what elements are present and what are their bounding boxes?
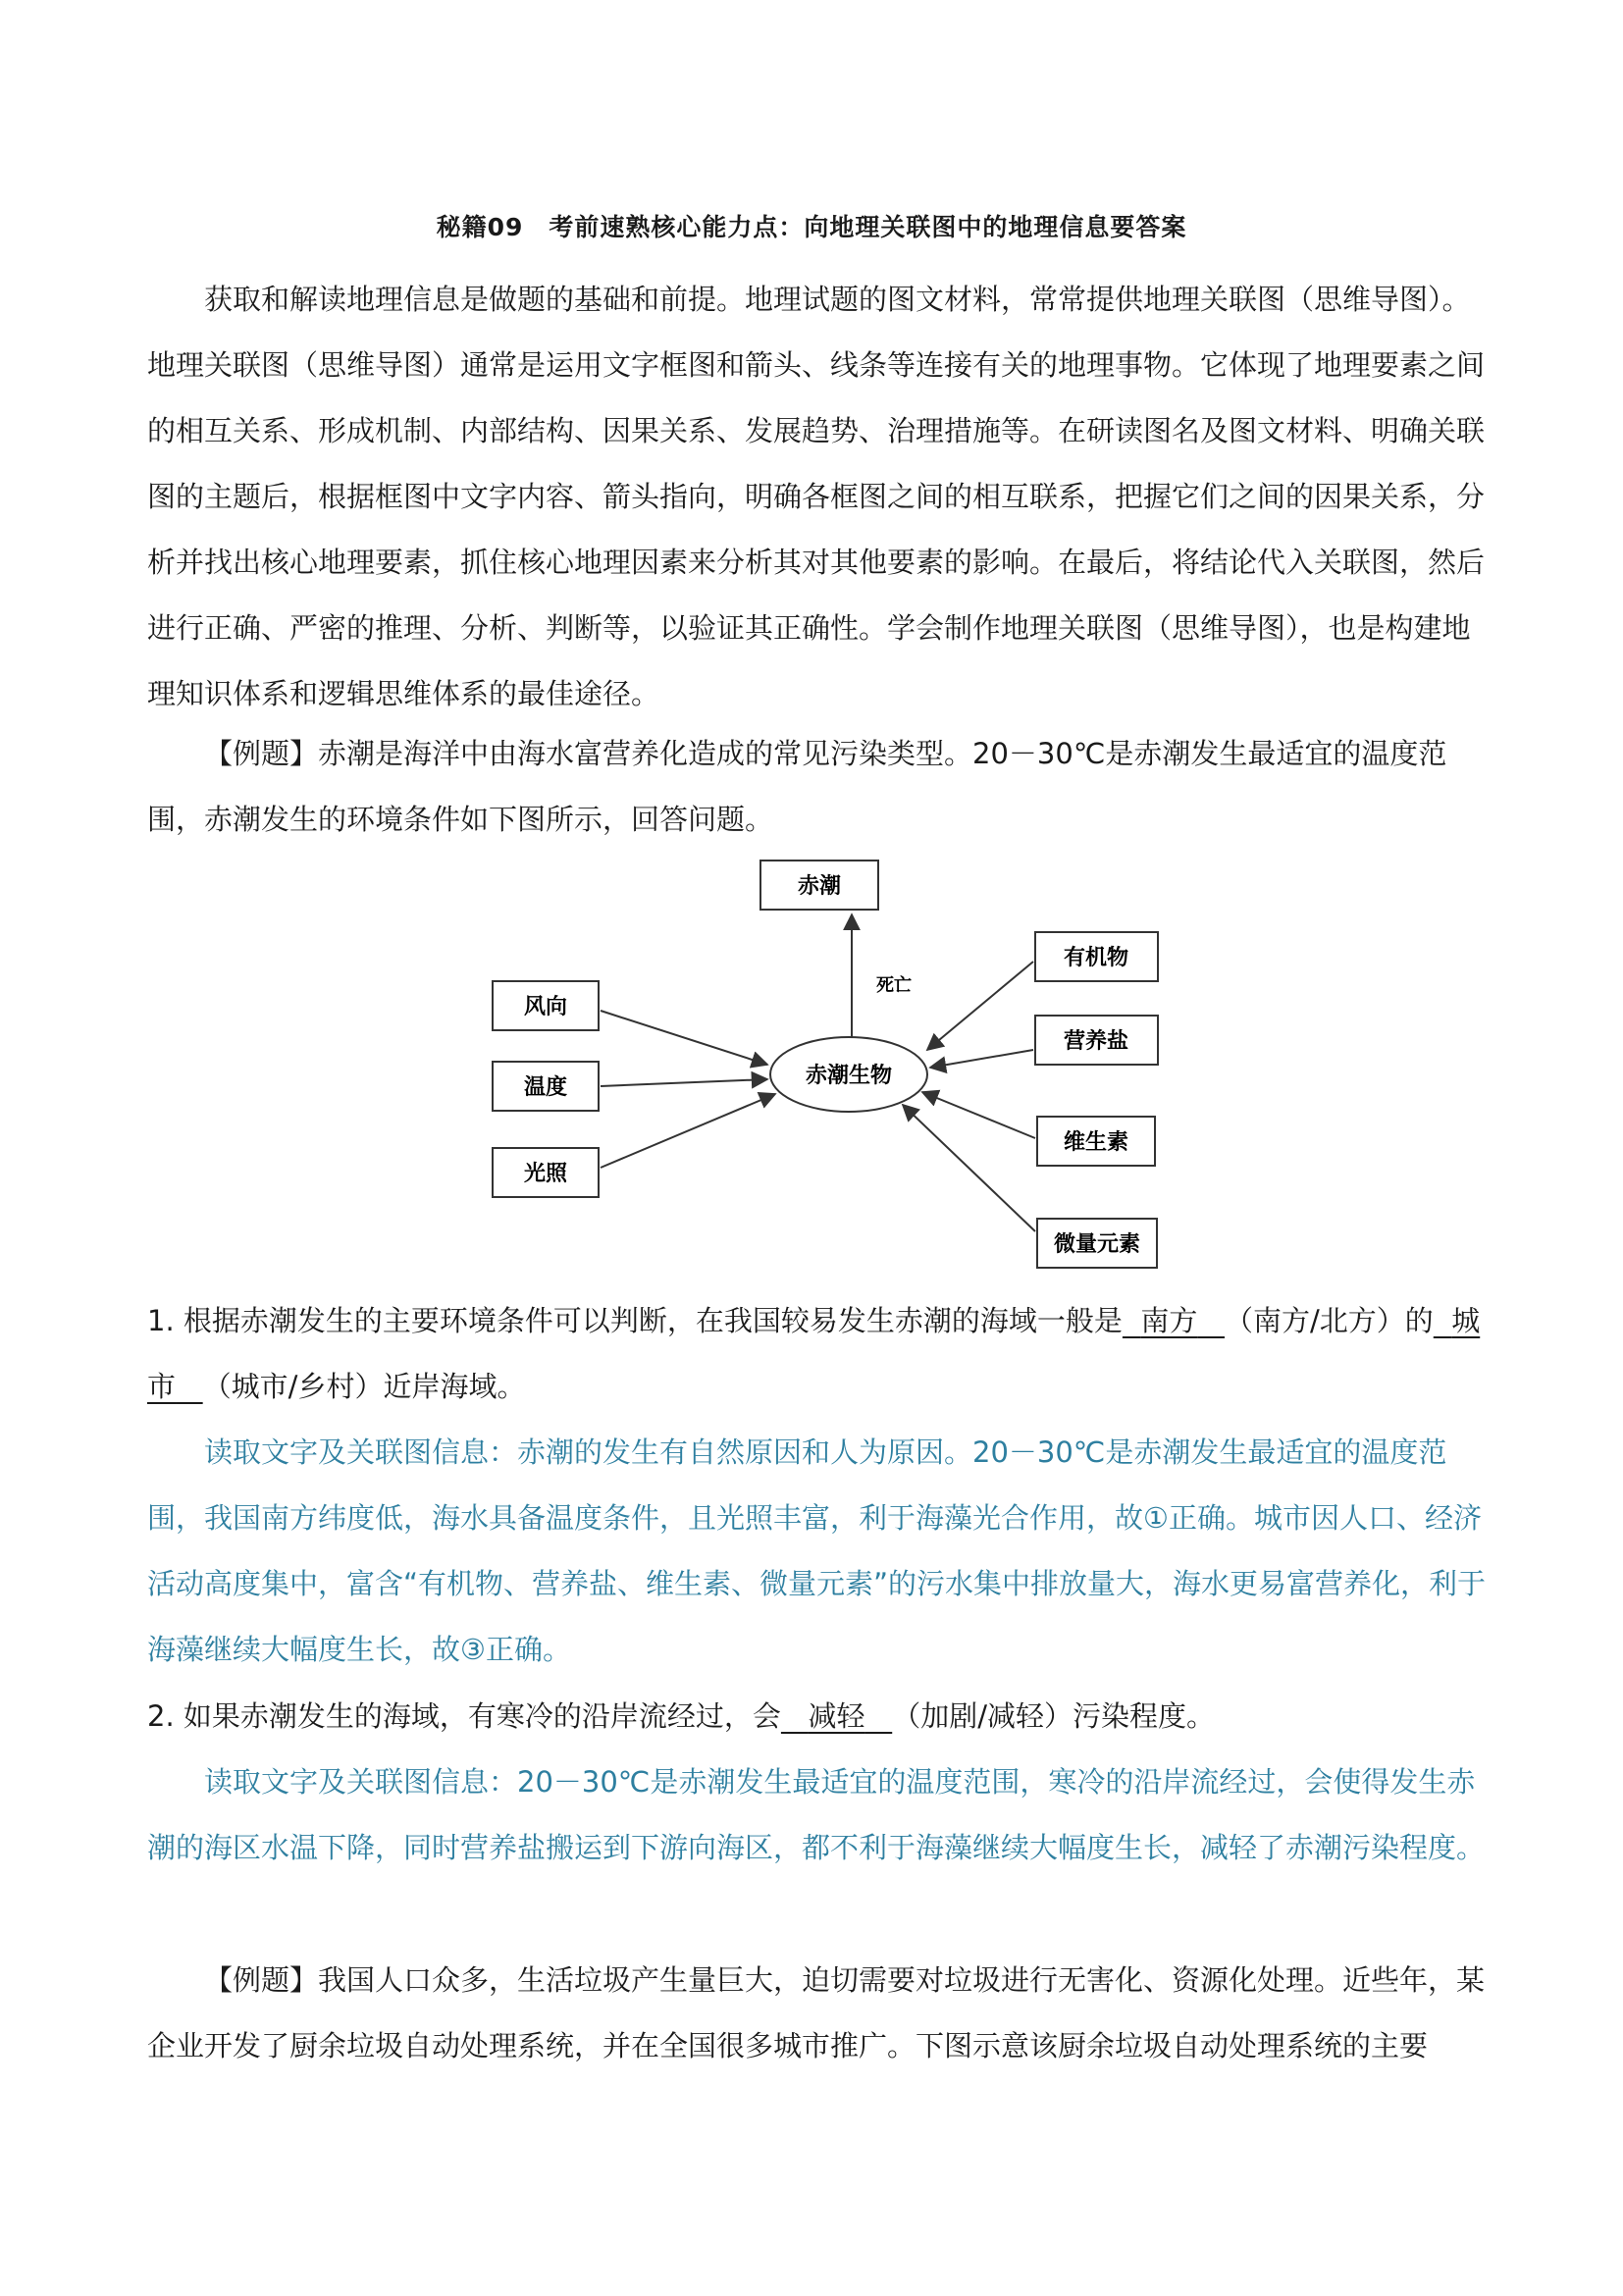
example-tag: 【例题】 xyxy=(204,737,319,770)
label-organic: 有机物 xyxy=(1063,945,1129,970)
label-center: 赤潮生物 xyxy=(805,1063,893,1088)
example-1-text: 赤潮是海洋中由海水富营养化造成的常见污染类型。20－30℃是赤潮发生最适宜的温度范围，赤潮发生的环境条件如下图所示，回答问题。 xyxy=(147,737,1447,836)
question-1 xyxy=(147,1288,1492,1420)
label-temperature: 温度 xyxy=(523,1074,568,1100)
arrow-wind xyxy=(601,1011,767,1065)
label-red-tide: 赤潮 xyxy=(797,873,842,899)
example-1-paragraph xyxy=(147,721,1492,853)
label-light: 光照 xyxy=(523,1161,568,1186)
q1-text-b: （南方/北方）的 xyxy=(1225,1304,1434,1337)
red-tide-diagram xyxy=(481,854,1217,1285)
label-death: 死亡 xyxy=(876,975,912,996)
arrow-trace-elements xyxy=(903,1105,1035,1231)
arrow-nutrient xyxy=(930,1050,1033,1068)
q1-explanation: 读取文字及关联图信息：赤潮的发生有自然原因和人为原因。20－30℃是赤潮发生最适宜的温度范围，我国南方纬度低，海水具备温度条件，且光照丰富，利于海藻光合作用，故①正确。城市因人口、经济活动高度集中，富含“有机物、营养盐、维生素、微量元素”的污水集中排放量大，海水更易富营养化，利于海藻继续大幅度生长，故③正确。 xyxy=(147,1435,1487,1666)
label-trace-elements: 微量元素 xyxy=(1053,1231,1141,1257)
q1-answer-blank-1: 南方 xyxy=(1140,1304,1198,1337)
q1-answer-blank-2: 城市 xyxy=(147,1304,1481,1403)
q2-answer-blank-1: 减轻 xyxy=(808,1699,865,1733)
example-2-text: 我国人口众多，生活垃圾产生量巨大，迫切需要对垃圾进行无害化、资源化处理。近些年，某企业开发了厨余垃圾自动处理系统，并在全国很多城市推广。下图示意该厨余垃圾自动处理系统的主要 xyxy=(147,1963,1486,2062)
question-2 xyxy=(147,1684,1492,1749)
q2-text-a: 2. 如果赤潮发生的海域，有寒冷的沿岸流经过，会 xyxy=(147,1699,781,1733)
label-wind: 风向 xyxy=(523,994,568,1019)
example-2-tag: 【例题】 xyxy=(204,1963,319,1997)
intro-paragraph: 获取和解读地理信息是做题的基础和前提。地理试题的图文材料，常常提供地理关联图（思维导图）。地理关联图（思维导图）通常是运用文字框图和箭头、线条等连接有关的地理事物。它体现了地理要素之间的相互关系、形成机制、内部结构、因果关系、发展趋势、治理措施等。在研读图名及图文材料、明确关联图的主题后，根据框图中文字内容、箭头指向，明确各框图之间的相互联系，把握它们之间的因果关系，分析并找出核心地理要素，抓住核心地理因素来分析其对其他要素的影响。在最后，将结论代入关联图，然后进行正确、严密的推理、分析、判断等，以验证其正确性。学会制作地理关联图（思维导图），也是构建地理知识体系和逻辑思维体系的最佳途径。 xyxy=(147,283,1486,710)
q2-text-b: （加剧/减轻）污染程度。 xyxy=(892,1699,1215,1733)
q1-text-c: （城市/乡村）近岸海域。 xyxy=(202,1370,526,1403)
arrow-vitamin xyxy=(922,1092,1035,1138)
q2-explanation: 读取文字及关联图信息：20－30℃是赤潮发生最适宜的温度范围，寒冷的沿岸流经过，会使得发生赤潮的海区水温下降，同时营养盐搬运到下游向海区，都不利于海藻继续大幅度生长，减轻了赤潮污染程度。 xyxy=(147,1765,1486,1864)
label-vitamin: 维生素 xyxy=(1063,1129,1129,1155)
arrow-organic xyxy=(927,962,1033,1050)
label-nutrient: 营养盐 xyxy=(1063,1028,1129,1054)
page-title: 秘籍09 考前速熟核心能力点：向地理关联图中的地理信息要答案 xyxy=(436,213,1187,241)
example-2-paragraph xyxy=(147,1948,1492,2079)
arrow-light xyxy=(601,1094,775,1168)
q1-text-a: 1. 根据赤潮发生的主要环境条件可以判断，在我国较易发生赤潮的海域一般是 xyxy=(147,1304,1123,1337)
arrow-temperature xyxy=(601,1079,767,1086)
